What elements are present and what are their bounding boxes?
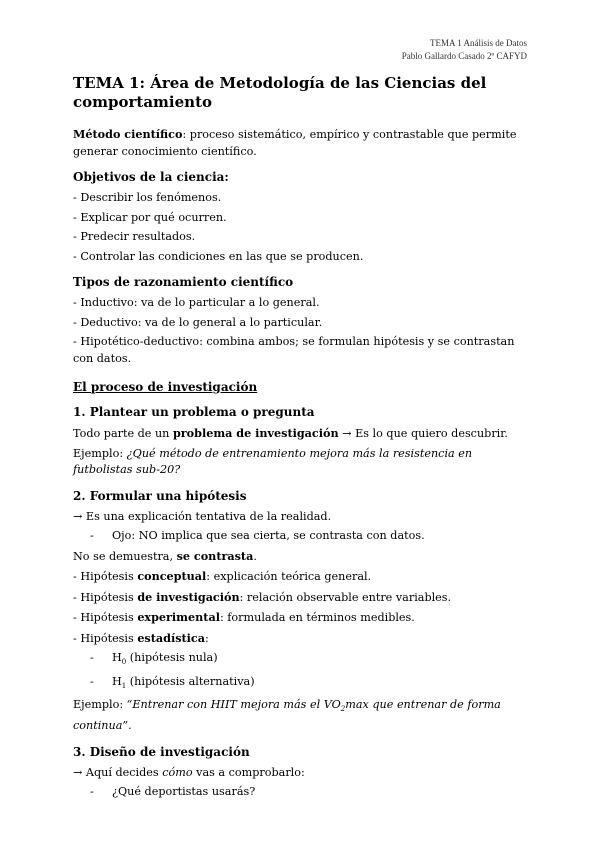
h-post: :	[205, 631, 209, 645]
proceso-heading: El proceso de investigación	[73, 380, 258, 394]
metodo-text: : proceso sistemático, empírico y contrastable que permite generar conocimiento científico.	[73, 128, 517, 158]
step-3-text	[73, 765, 533, 782]
header-line-2: Pablo Gallardo Casado 2º CAFYD	[401, 51, 527, 61]
h1-text	[112, 674, 255, 695]
h-post: : relación observable entre variables.	[239, 590, 452, 604]
example-text	[73, 698, 501, 732]
step-1-post: → Es lo que quiero descubrir.	[338, 427, 508, 440]
ojo-item	[73, 528, 533, 545]
razonamiento-item: - Inductivo: va de lo particular a lo general.	[73, 296, 320, 309]
h-bold: conceptual	[137, 569, 207, 583]
objetivo-item: - Predecir resultados.	[73, 230, 196, 243]
h1-sub: 1	[121, 681, 127, 690]
dash: -	[90, 785, 94, 799]
step-3-pre: → Aquí decides	[73, 765, 163, 779]
h1-desc: (hipótesis alternativa)	[126, 674, 255, 688]
objetivo-item: - Controlar las condiciones en las que se producen.	[73, 249, 364, 263]
dash: -	[90, 651, 94, 664]
example-text-b: max que entrenar de forma continua”.	[73, 698, 501, 733]
h-bold: estadística	[137, 630, 205, 645]
example-text: ¿Qué método de entrenamiento mejora más la resistencia en futbolistas sub-20?	[73, 446, 473, 476]
step-1-pre: Todo parte de un	[73, 427, 173, 440]
q1-item	[73, 784, 533, 801]
step-3-post: vas a comprobarlo:	[192, 765, 305, 779]
objetivo-item: - Describir los fenómenos.	[73, 191, 222, 204]
objetivo-item: - Explicar por qué ocurren.	[73, 210, 227, 224]
h0-letter: H	[112, 651, 122, 664]
dash: -	[90, 529, 94, 542]
step-2-example	[73, 697, 533, 734]
hipotesis-estadistica	[73, 630, 533, 648]
example-label: Ejemplo:	[73, 698, 127, 712]
h-post: : explicación teórica general.	[206, 570, 372, 583]
step-1-text	[73, 425, 533, 443]
no-demuestra-line	[73, 548, 533, 566]
nodem-post: .	[253, 549, 257, 563]
razonamiento-heading: Tipos de razonamiento científico	[73, 275, 294, 289]
h-pre: - Hipótesis	[73, 570, 138, 583]
step-3-heading: 3. Diseño de investigación	[73, 744, 250, 759]
h-pre: - Hipótesis	[73, 611, 138, 624]
step-1-bold: problema de investigación	[172, 426, 339, 440]
metodo-term: Método científico	[73, 127, 183, 141]
step-2-heading: 2. Formular una hipótesis	[73, 488, 247, 503]
step-3-ital: cómo	[162, 765, 193, 779]
ojo-text: Ojo: NO implica que sea cierta, se contrasta con datos.	[112, 529, 425, 542]
h-post: : formulada en términos medibles.	[219, 611, 415, 624]
step-1-example	[73, 446, 533, 479]
razonamiento-item: - Deductivo: va de lo general a lo particular.	[73, 315, 323, 329]
hipotesis-experimental	[73, 609, 533, 627]
h-bold: de investigación	[137, 589, 240, 604]
h1-item	[73, 674, 533, 695]
page-title: TEMA 1: Área de Metodología de las Ciencias del comportamiento	[73, 74, 487, 111]
objetivos-heading: Objetivos de la ciencia:	[73, 170, 229, 184]
header-line-1: TEMA 1 Análisis de Datos	[430, 38, 527, 48]
example-sub: 2	[340, 705, 346, 714]
document-body	[73, 68, 533, 804]
step-1-heading: 1. Plantear un problema o pregunta	[73, 405, 315, 419]
h1-letter: H	[112, 674, 122, 688]
metodo-paragraph	[73, 126, 533, 160]
h-pre: - Hipótesis	[73, 590, 138, 604]
example-text-a: “Entrenar con HIIT mejora más el VO	[126, 698, 341, 712]
dash: -	[90, 674, 94, 688]
h0-text	[112, 650, 218, 671]
h-pre: - Hipótesis	[73, 631, 138, 645]
razonamiento-item: - Hipotético-deductivo: combina ambos; se formulan hipótesis y se contrastan con datos.	[73, 335, 515, 365]
step-2-arrow-text: → Es una explicación tentativa de la realidad.	[73, 509, 332, 523]
example-label: Ejemplo:	[73, 446, 127, 460]
q1-text: ¿Qué deportistas usarás?	[112, 785, 256, 799]
nodem-pre: No se demuestra,	[73, 549, 177, 563]
h0-item	[73, 650, 533, 671]
nodem-bold: se contrasta	[176, 548, 254, 563]
h-bold: experimental	[137, 610, 220, 624]
hipotesis-investigacion	[73, 589, 533, 607]
h0-sub: 0	[121, 658, 127, 667]
h0-desc: (hipótesis nula)	[126, 651, 218, 664]
hipotesis-conceptual	[73, 568, 533, 586]
